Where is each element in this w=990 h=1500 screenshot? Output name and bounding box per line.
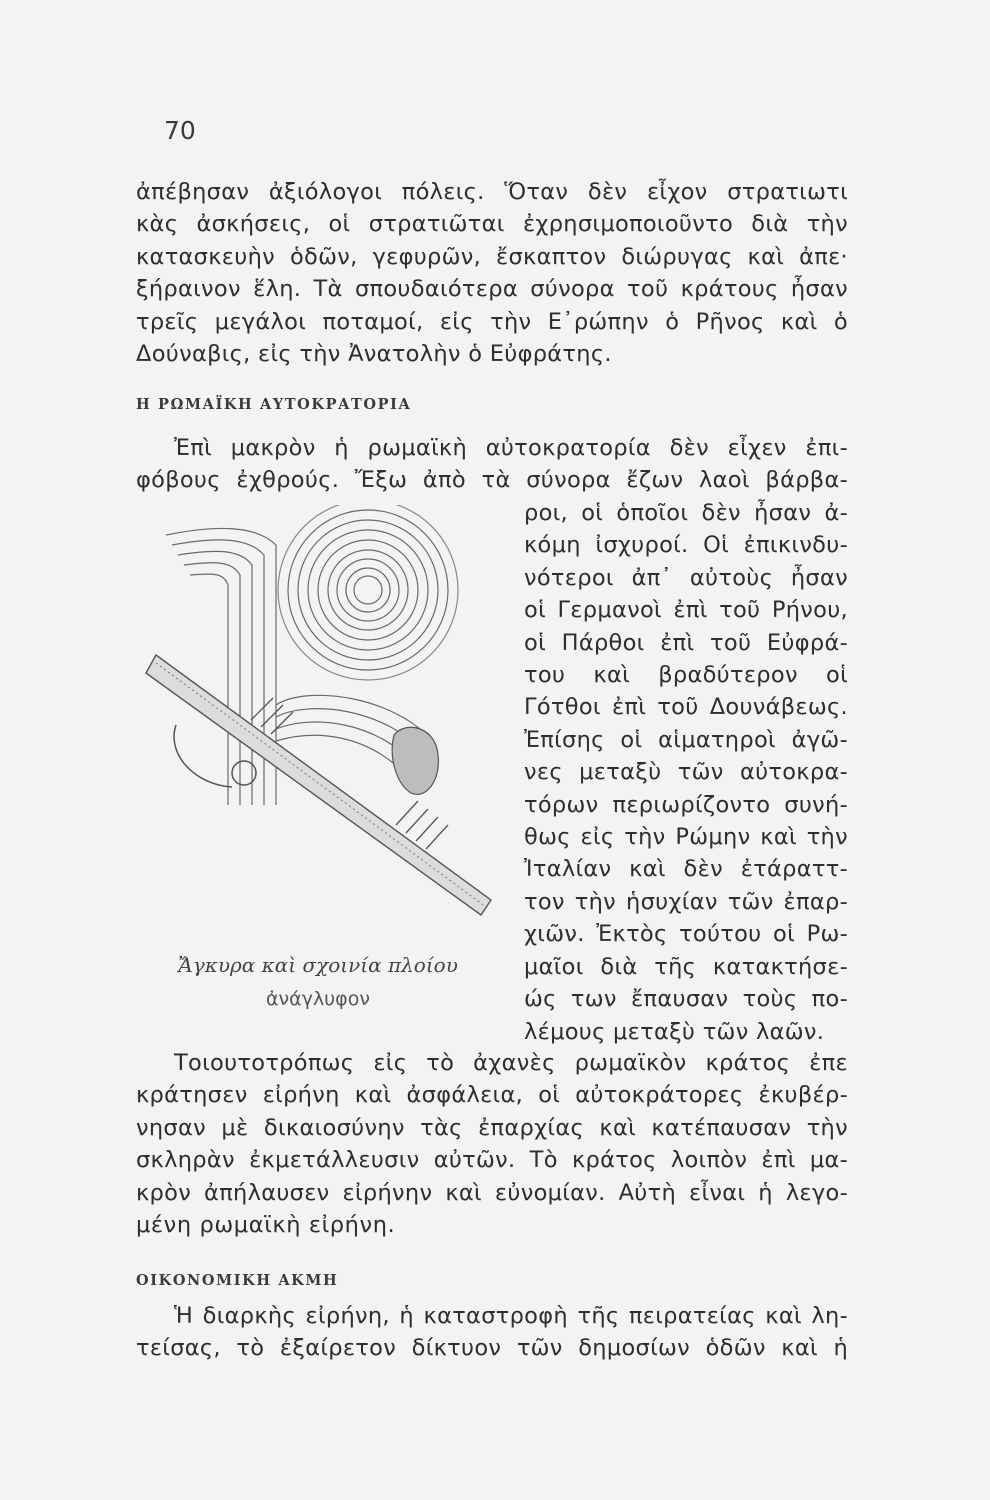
figure-caption-title: Ἄγκυρα καὶ σχοινία πλοίου bbox=[178, 953, 458, 977]
wrapped-line: θως εἰς τὴν Ρώμην καὶ τὴν bbox=[524, 824, 848, 851]
closing-line: Τοιουτοτρόπως εἰς τὸ ἀχανὲς ρωμαϊκὸν κράτος ἐπε bbox=[174, 1050, 848, 1076]
wrapped-line: κόμη ἰσχυροί. Οἱ ἐπικινδυ- bbox=[524, 532, 848, 559]
wrapped-line: ροι, οἱ ὁποῖοι δὲν ἦσαν ἀ- bbox=[524, 500, 848, 526]
intro-paragraph bbox=[136, 176, 848, 370]
closing-line: σκληρὰν ἐκμετάλλευσιν αὐτῶν. Τὸ κράτος λοιπὸν ἐπὶ μα- bbox=[136, 1147, 848, 1174]
closing-line: κράτησεν εἰρήνη καὶ ἀσφάλεια, οἱ αὐτοκράτορες ἐκυβέρ- bbox=[136, 1082, 848, 1109]
section-heading-roman-empire: Η ΡΩΜΑΪΚΗ ΑΥΤΟΚΡΑΤΟΡΙΑ bbox=[136, 396, 412, 413]
intro-line: ἀπέβησαν ἀξιόλογοι πόλεις. Ὅταν δὲν εἶχον στρατιωτι bbox=[136, 179, 848, 205]
closing-line: νησαν μὲ δικαιοσύνην τὰς ἐπαρχίας καὶ κατέπαυσαν τὴν bbox=[136, 1114, 848, 1141]
page-number: 70 bbox=[164, 116, 196, 145]
section1-closing bbox=[136, 1047, 848, 1241]
wrapped-line: ώς των ἔπαυσαν τοὺς πο- bbox=[524, 986, 848, 1013]
section2-paragraph bbox=[136, 1300, 848, 1365]
section2-line: Ἡ διαρκὴς εἰρήνη, ἡ καταστροφὴ τῆς πειρατείας καὶ λη- bbox=[174, 1303, 848, 1329]
wrapped-line: τόρων περιωρίζοντο συνή- bbox=[524, 791, 848, 818]
anchor-relief-illustration bbox=[136, 505, 508, 930]
intro-line: τρεῖς μεγάλοι ποταμοί, εἰς τὴν Ε᾽ρώπην ὁ Ρῆνος καὶ ὁ bbox=[136, 308, 848, 335]
wrapped-line: οἱ Γερμανοὶ ἐπὶ τοῦ Ρήνου, bbox=[524, 597, 848, 624]
section1-line: φόβους ἐχθρούς. Ἔξω ἀπὸ τὰ σύνορα ἔζων λαοὶ βάρβα- bbox=[136, 467, 848, 494]
section1-line: Ἐπὶ μακρὸν ἡ ρωμαϊκὴ αὐτοκρατορία δὲν εἶχεν ἐπι- bbox=[174, 435, 848, 461]
wrapped-line: νες μεταξὺ τῶν αὐτοκρα- bbox=[524, 759, 848, 786]
closing-line: μένη ρωμαϊκὴ εἰρήνη. bbox=[136, 1212, 396, 1239]
section2-line: τείσας, τὸ ἐξαίρετον δίκτυον τῶν δημοσίων ὁδῶν καὶ ἡ bbox=[136, 1335, 848, 1362]
section1-opening bbox=[136, 432, 848, 497]
wrapped-line: Ἐπίσης οἱ αἱματηροὶ ἀγῶ- bbox=[524, 726, 848, 753]
wrapped-line: του καὶ βραδύτερον οἱ bbox=[524, 662, 848, 689]
wrapped-line: Γότθοι ἐπὶ τοῦ Δουνάβεως. bbox=[524, 694, 848, 721]
wrapped-line: τον τὴν ἡσυχίαν τῶν ἐπαρ- bbox=[524, 888, 848, 915]
wrapped-line: λέμους μεταξὺ τῶν λαῶν. bbox=[524, 1018, 825, 1045]
wrapped-line: νότεροι ἀπ᾽ αὐτοὺς ἦσαν bbox=[524, 564, 848, 591]
closing-line: κρὸν ἀπήλαυσεν εἰρήνην καὶ εὐνομίαν. Αὐτὴ εἶναι ἡ λεγο- bbox=[136, 1179, 848, 1206]
intro-line: ξήραινον ἕλη. Τὰ σπουδαιότερα σύνορα τοῦ κράτους ἦσαν bbox=[136, 276, 848, 303]
wrapped-line: μαῖοι διὰ τῆς κατακτήσε- bbox=[524, 953, 848, 980]
wrapped-line: χιῶν. Ἐκτὸς τούτου οἱ Ρω- bbox=[524, 921, 848, 948]
anchor-shaft bbox=[146, 655, 491, 915]
intro-line: κὰς ἀσκήσεις, οἱ στρατιῶται ἐχρησιμοποιοῦντο διὰ τὴν bbox=[136, 211, 848, 238]
figure-caption-subtitle: ἀνάγλυφον bbox=[266, 988, 370, 1010]
section1-wrapped-text bbox=[524, 497, 848, 1048]
intro-line: κατασκευὴν ὁδῶν, γεφυρῶν, ἔσκαπτον διώρυγας καὶ ἀπε· bbox=[136, 243, 848, 270]
intro-line: Δούναβις, εἰς τὴν Ἀνατολὴν ὁ Εὐφράτης. bbox=[136, 341, 612, 368]
wrapped-line: Ἰταλίαν καὶ δὲν ἐτάραττ- bbox=[524, 856, 848, 883]
wrapped-line: οἱ Πάρθοι ἐπὶ τοῦ Εὐφρά- bbox=[524, 629, 848, 656]
section-heading-economic-peak: ΟΙΚΟΝΟΜΙΚΗ ΑΚΜΗ bbox=[136, 1272, 339, 1289]
